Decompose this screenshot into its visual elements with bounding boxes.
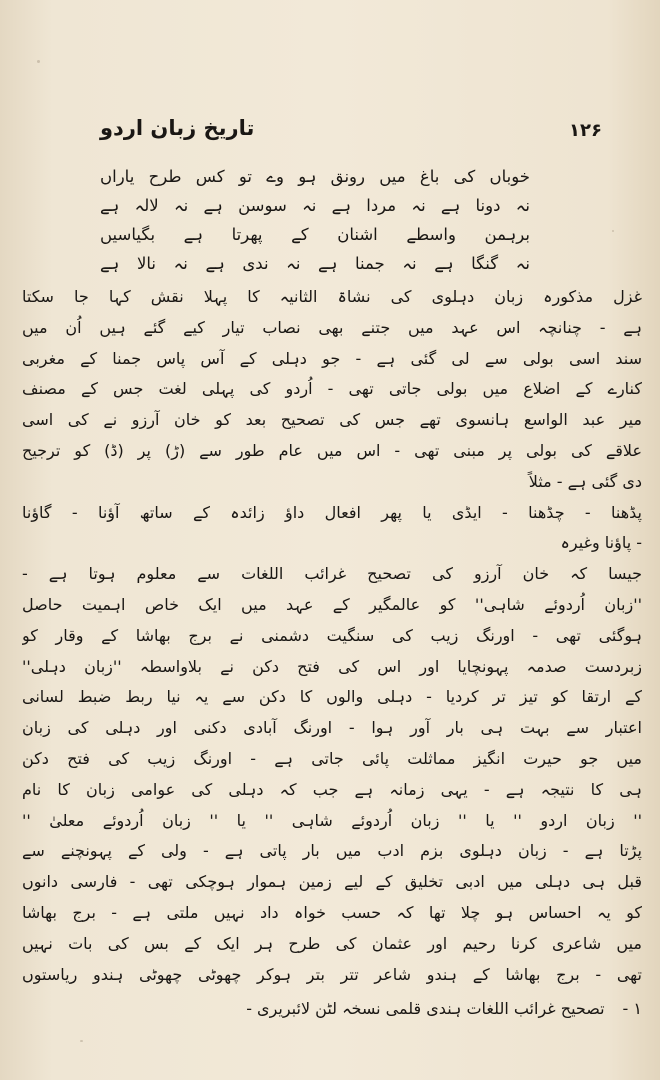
footnote-text: تصحیح غرائب اللغات ہندی قلمی نسخہ لٹن لائبریری - xyxy=(246,999,605,1018)
paper-speck xyxy=(37,60,40,63)
poem-verse: نہ گنگا ہے نہ جمنا ہے نہ ندی ہے نہ نالا ہے xyxy=(100,254,530,273)
footnote-marker: ۱ - xyxy=(622,999,642,1018)
text-line: میر عبد الواسع ہانسوی تھے جس کی تصحیح بعد کو خان آرزو نے کی اسی xyxy=(22,410,642,430)
poem-block xyxy=(100,162,530,278)
text-line: غزل مذکورہ زبان دہلوی کی نشاۃ الثانیہ کا پہلا نقش کہا جا سکتا xyxy=(22,287,642,306)
text-line: پڈھنا - چڈھنا - ایڈی یا پھر افعال داؤ زائدہ کے ساتھ آؤنا - گاؤنا xyxy=(22,502,642,522)
text-line: پڑتا ہے - زبان دہلوی بزم ادب میں بار پاتی ہے - ولی کے پہونچنے سے xyxy=(22,841,642,861)
footnote xyxy=(100,994,642,1024)
text-line: میں جو حیرت انگیز مماثلت پائی جاتی ہے - اورنگ زیب کی فتح دکن xyxy=(22,748,642,768)
text-line: '' زبان اردو '' یا '' زبان اُردوئے شاہی '' یا '' زبان اُردوئے معلیٰ '' xyxy=(22,810,642,830)
text-line: ہوگئی تھی - اورنگ زیب کی سنگیت دشمنی نے برج بھاشا کے وقار کو xyxy=(22,625,642,645)
poem-verse: برہمن واسطے اشنان کے پھرتا ہے بگیاسیں xyxy=(100,225,530,244)
text-line: کو یہ احساس ہو چلا تھا کہ حسب خواہ داد نہیں ملتی ہے - برج بھاشا xyxy=(22,902,642,922)
poem-verse: خوباں کی باغ میں رونق ہو وے تو کس طرح یاراں xyxy=(100,167,530,186)
text-line: جیسا کہ خان آرزو کی تصحیح غرائب اللغات سے معلوم ہوتا ہے - xyxy=(22,564,642,584)
text-line: قبل ہی دہلی میں ادبی تخلیق کے لیے زمین ہموار ہوچکی تھی - فارسی دانوں xyxy=(22,872,642,892)
text-line: کنارے کے اضلاع میں بولی جاتی تھی - اُردو کی پہلی لغت جس کے مصنف xyxy=(22,379,642,399)
page-header xyxy=(100,116,602,156)
poem-verse: نہ دونا ہے نہ مردا ہے نہ سوسن ہے نہ لالہ ہے xyxy=(100,196,530,215)
text-line: ہے - چنانچہ اس عہد میں جتنے بھی نصاب تیار کیے گئے ہیں اُن میں xyxy=(22,317,642,337)
text-line: سند اسی بولی سے لی گئی ہے - جو دہلی کے آس پاس جمنا کے مغربی xyxy=(22,348,642,368)
paper-speck xyxy=(80,1040,83,1042)
text-line: تھی - برج بھاشا کے ہندو شاعر تتر بتر ہوکر چھوٹی چھوٹی ہندو ریاستوں xyxy=(22,964,642,984)
text-line: علاقے کی بولی پر مبنی تھی - اس میں عام طور سے (ڑ) پر (ڈ) کو ترجیح xyxy=(22,440,642,460)
text-line: ہی کا نتیجہ ہے - یہی زمانہ ہے جب کہ دہلی کی عوامی زبان کا نام xyxy=(22,779,642,799)
text-line: کے ارتقا کو تیز تر کردیا - دہلی والوں کا دکن سے یہ نیا ربط ضبط لسانی xyxy=(22,687,642,707)
running-title: تاریخ زبان اردو xyxy=(100,116,255,140)
text-line: میں شاعری کرنا رحیم اور عثمان کی طرح ہر ایک کے بس کی بات نہیں xyxy=(22,933,642,953)
paper-speck xyxy=(612,230,614,232)
text-line: ''زبان اُردوئے شاہی'' کو عالمگیر کے عہد میں ایک خاص اہمیت حاصل xyxy=(22,594,642,614)
text-line: - پاؤنا وغیرہ xyxy=(560,533,642,553)
page-number: ۱۲۶ xyxy=(569,120,602,141)
text-line: دی گئی ہے - مثلاً xyxy=(528,471,642,491)
text-line: زبردست صدمہ پہونچایا اور اس کی فتح دکن نے بلاواسطہ ''زبان دہلی'' xyxy=(22,656,642,676)
text-line: اعتبار سے بہت ہی بار آور ہوا - اورنگ آبادی دکنی اور دہلی کی زبان xyxy=(22,718,642,738)
body-text xyxy=(22,282,642,990)
